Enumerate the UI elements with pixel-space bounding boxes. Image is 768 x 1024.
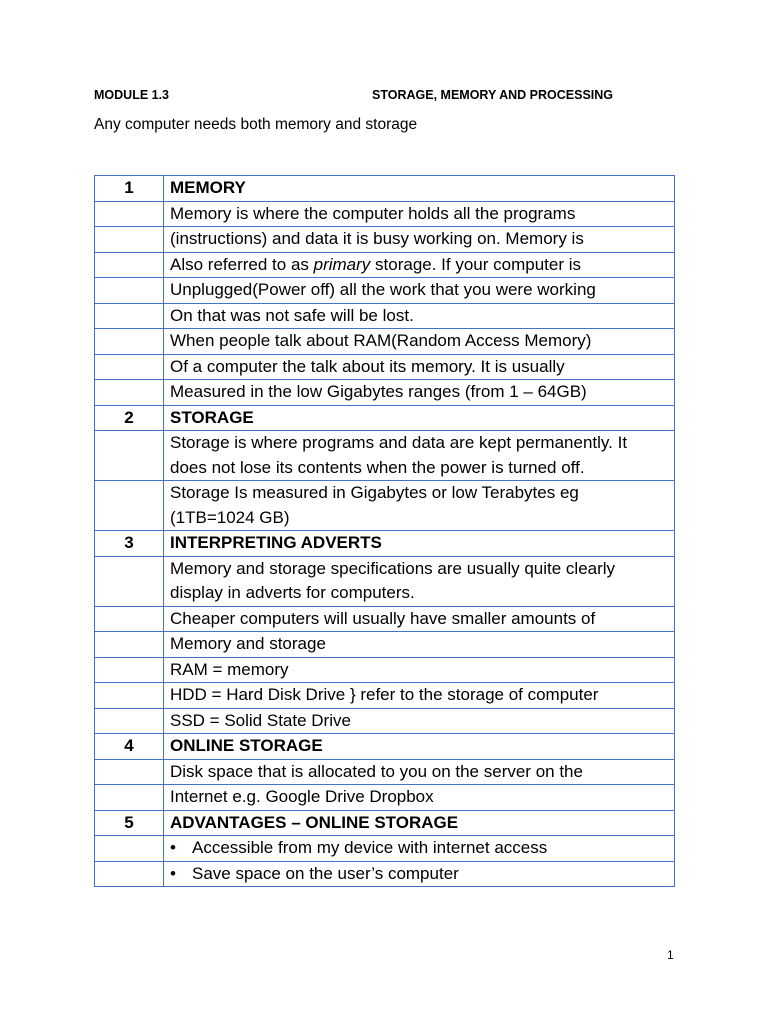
empty-number-cell <box>95 683 164 709</box>
empty-number-cell <box>95 785 164 811</box>
empty-number-cell <box>95 657 164 683</box>
row-text <box>164 708 675 734</box>
section-title-row <box>95 176 675 202</box>
text-segment: Storage is where programs and data are kept permanently. It does not lose its contents when the power is turned off. <box>170 433 628 477</box>
table-row <box>95 606 675 632</box>
text-segment: (instructions) and data it is busy working on. Memory is <box>170 229 584 248</box>
page-number: 1 <box>667 948 674 962</box>
section-title: MEMORY <box>164 176 675 202</box>
section-title: STORAGE <box>164 405 675 431</box>
content-table <box>94 175 675 887</box>
text-segment: Memory and storage <box>170 634 326 653</box>
empty-number-cell <box>95 836 164 862</box>
row-text <box>164 354 675 380</box>
text-segment: Of a computer the talk about its memory. It is usually <box>170 356 565 376</box>
table-row <box>95 380 675 406</box>
bullet-text: Accessible from my device with internet access <box>192 838 548 857</box>
text-segment: Also referred to as <box>170 254 314 274</box>
text-segment: Disk space that is allocated to you on the server on the <box>170 761 583 781</box>
bullet-row <box>95 836 675 862</box>
text-segment: Storage Is measured in Gigabytes or low Terabytes eg (1TB=1024 GB) <box>170 483 579 527</box>
section-number: 3 <box>95 531 164 557</box>
section-title-row <box>95 531 675 557</box>
empty-number-cell <box>95 278 164 304</box>
row-text <box>164 785 675 811</box>
bullet-text: Save space on the user’s computer <box>192 863 459 883</box>
table-row <box>95 252 675 278</box>
emphasis-text: primary <box>313 254 371 274</box>
row-text <box>164 227 675 253</box>
text-segment: Memory and storage specifications are usually quite clearly display in adverts for computers. <box>170 558 616 602</box>
empty-number-cell <box>95 708 164 734</box>
table-row <box>95 227 675 253</box>
table-row <box>95 657 675 683</box>
bullet-icon: • <box>170 838 176 857</box>
empty-number-cell <box>95 556 164 606</box>
text-segment: storage. If your computer is <box>370 254 581 274</box>
section-number: 5 <box>95 810 164 836</box>
row-text <box>164 632 675 658</box>
empty-number-cell <box>95 861 164 887</box>
empty-number-cell <box>95 481 164 531</box>
section-title-row <box>95 405 675 431</box>
section-title-row <box>95 810 675 836</box>
row-text <box>164 606 675 632</box>
section-number: 1 <box>95 176 164 202</box>
text-segment: Memory is where the computer holds all the programs <box>170 203 576 223</box>
row-text <box>164 683 675 709</box>
row-text <box>164 556 675 606</box>
text-segment: When people talk about RAM(Random Access Memory) <box>170 331 592 350</box>
text-segment: HDD = Hard Disk Drive } refer to the storage of computer <box>170 685 599 704</box>
table-row <box>95 708 675 734</box>
empty-number-cell <box>95 759 164 785</box>
row-text <box>164 303 675 329</box>
row-text <box>164 431 675 481</box>
row-text <box>164 657 675 683</box>
row-text <box>164 278 675 304</box>
section-number: 4 <box>95 734 164 760</box>
empty-number-cell <box>95 201 164 227</box>
row-text <box>164 252 675 278</box>
row-text <box>164 201 675 227</box>
text-segment: Internet e.g. Google Drive Dropbox <box>170 787 434 806</box>
empty-number-cell <box>95 354 164 380</box>
row-text <box>164 481 675 531</box>
bullet-row <box>95 861 675 887</box>
text-segment: On that was not safe will be lost. <box>170 305 414 325</box>
row-text <box>164 759 675 785</box>
table-row <box>95 632 675 658</box>
table-row <box>95 481 675 531</box>
section-title: ONLINE STORAGE <box>164 734 675 760</box>
empty-number-cell <box>95 252 164 278</box>
text-segment: Unplugged(Power off) all the work that you were working <box>170 280 596 299</box>
empty-number-cell <box>95 380 164 406</box>
table-row <box>95 556 675 606</box>
empty-number-cell <box>95 632 164 658</box>
table-row <box>95 759 675 785</box>
table-row <box>95 683 675 709</box>
table-row <box>95 303 675 329</box>
text-segment: SSD = Solid State Drive <box>170 710 351 730</box>
table-row <box>95 329 675 355</box>
section-title: ADVANTAGES – ONLINE STORAGE <box>164 810 675 836</box>
topic-heading: STORAGE, MEMORY AND PROCESSING <box>372 88 614 102</box>
bullet-item <box>164 836 675 862</box>
row-text <box>164 380 675 406</box>
table-row <box>95 431 675 481</box>
text-segment: RAM = memory <box>170 659 289 679</box>
table-row <box>95 354 675 380</box>
intro-text: Any computer needs both memory and storage <box>94 116 418 133</box>
text-segment: Cheaper computers will usually have smaller amounts of <box>170 608 596 628</box>
table-row <box>95 785 675 811</box>
bullet-item <box>164 861 675 887</box>
module-label: MODULE 1.3 <box>94 88 170 102</box>
text-segment: Measured in the low Gigabytes ranges (from 1 – 64GB) <box>170 382 587 401</box>
section-title-row <box>95 734 675 760</box>
table-row <box>95 278 675 304</box>
empty-number-cell <box>95 303 164 329</box>
table-row <box>95 201 675 227</box>
empty-number-cell <box>95 329 164 355</box>
empty-number-cell <box>95 227 164 253</box>
empty-number-cell <box>95 606 164 632</box>
section-title: INTERPRETING ADVERTS <box>164 531 675 557</box>
bullet-icon: • <box>170 863 176 883</box>
row-text <box>164 329 675 355</box>
section-number: 2 <box>95 405 164 431</box>
empty-number-cell <box>95 431 164 481</box>
